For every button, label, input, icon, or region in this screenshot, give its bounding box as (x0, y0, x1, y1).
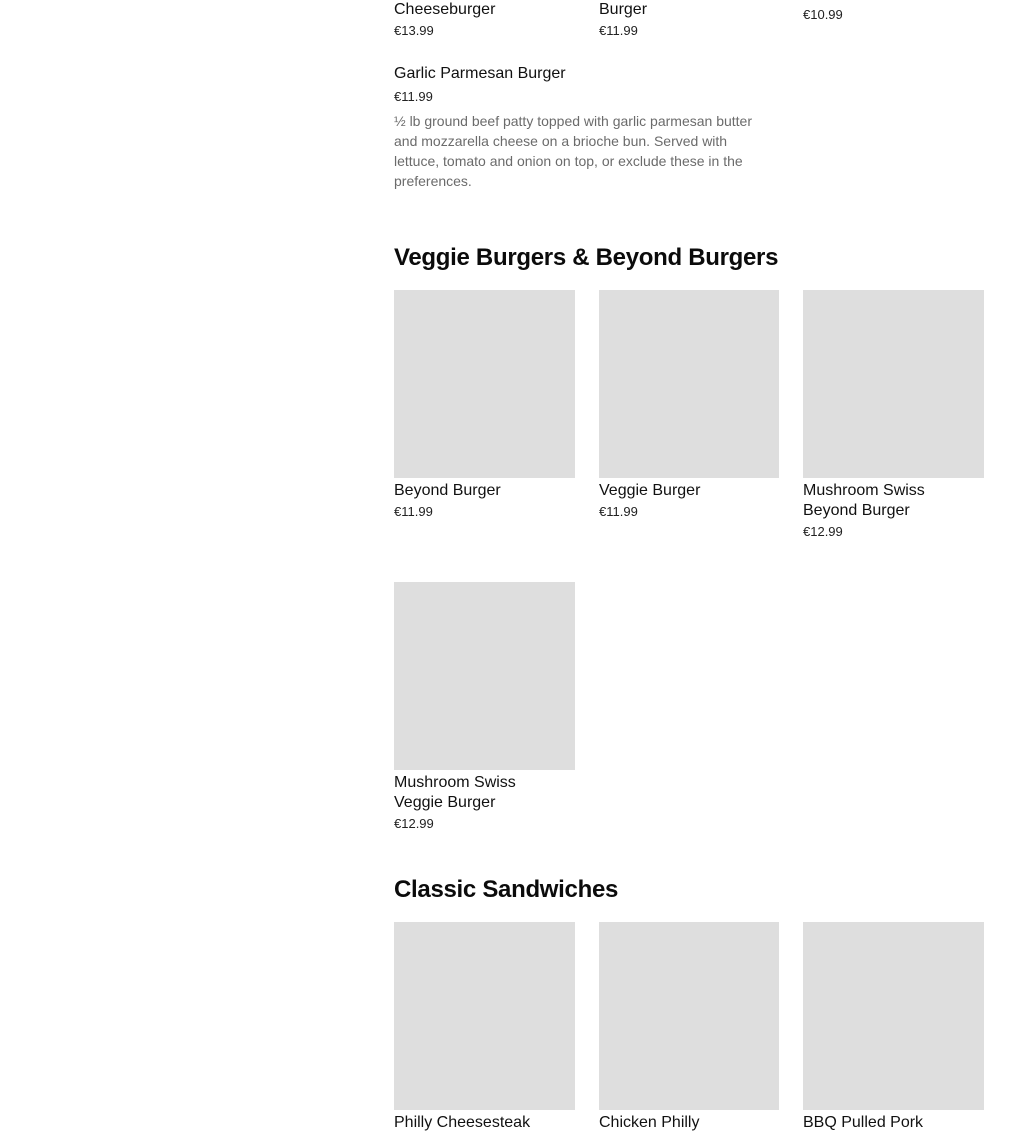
item-name: Burger (599, 1, 648, 18)
menu-item-card[interactable] (599, 0, 780, 39)
item-image (394, 290, 575, 478)
item-name: Mushroom Swiss Veggie Burger (394, 774, 516, 811)
menu-item-card[interactable] (803, 922, 984, 1136)
menu-item-card[interactable] (599, 922, 779, 1136)
item-price: €11.99 (394, 89, 433, 104)
item-image (599, 922, 779, 1110)
item-name: Chicken Philly (599, 1114, 700, 1131)
section-title: Veggie Burgers & Beyond Burgers (394, 244, 779, 271)
menu-item-card[interactable] (394, 922, 575, 1136)
item-price: €12.99 (803, 524, 843, 539)
item-image (394, 582, 575, 770)
item-name: Cheeseburger (394, 1, 496, 18)
item-image (394, 922, 575, 1110)
item-name: BBQ Pulled Pork (803, 1114, 924, 1131)
menu-item-card[interactable] (803, 290, 984, 540)
item-price: €10.99 (803, 7, 843, 22)
item-price: €12.99 (394, 816, 434, 831)
featured-menu-item[interactable] (394, 63, 774, 191)
menu-item-card[interactable] (394, 290, 575, 520)
item-name: Beyond Burger (394, 482, 501, 499)
menu-item-card[interactable] (599, 290, 779, 520)
item-price: €11.99 (599, 504, 638, 519)
menu-item-card[interactable] (394, 0, 575, 39)
item-image (599, 290, 779, 478)
item-price: €11.99 (394, 504, 433, 519)
menu-item-card[interactable] (394, 582, 575, 832)
item-name: Veggie Burger (599, 482, 701, 499)
item-description: ½ lb ground beef patty topped with garlic parmesan butter and mozzarella cheese on a brioche bun. Served with lettuce, tomato and onion on top, or exclude these in the preferences. (394, 113, 752, 189)
menu-item-card[interactable] (803, 4, 984, 23)
section-title: Classic Sandwiches (394, 876, 619, 903)
item-name: Mushroom Swiss Beyond Burger (803, 482, 925, 519)
item-price: €11.99 (599, 23, 638, 38)
item-name: Philly Cheesesteak (394, 1114, 531, 1131)
item-image (803, 290, 984, 478)
item-image (803, 922, 984, 1110)
item-name: Garlic Parmesan Burger (394, 65, 566, 82)
item-price: €13.99 (394, 23, 434, 38)
